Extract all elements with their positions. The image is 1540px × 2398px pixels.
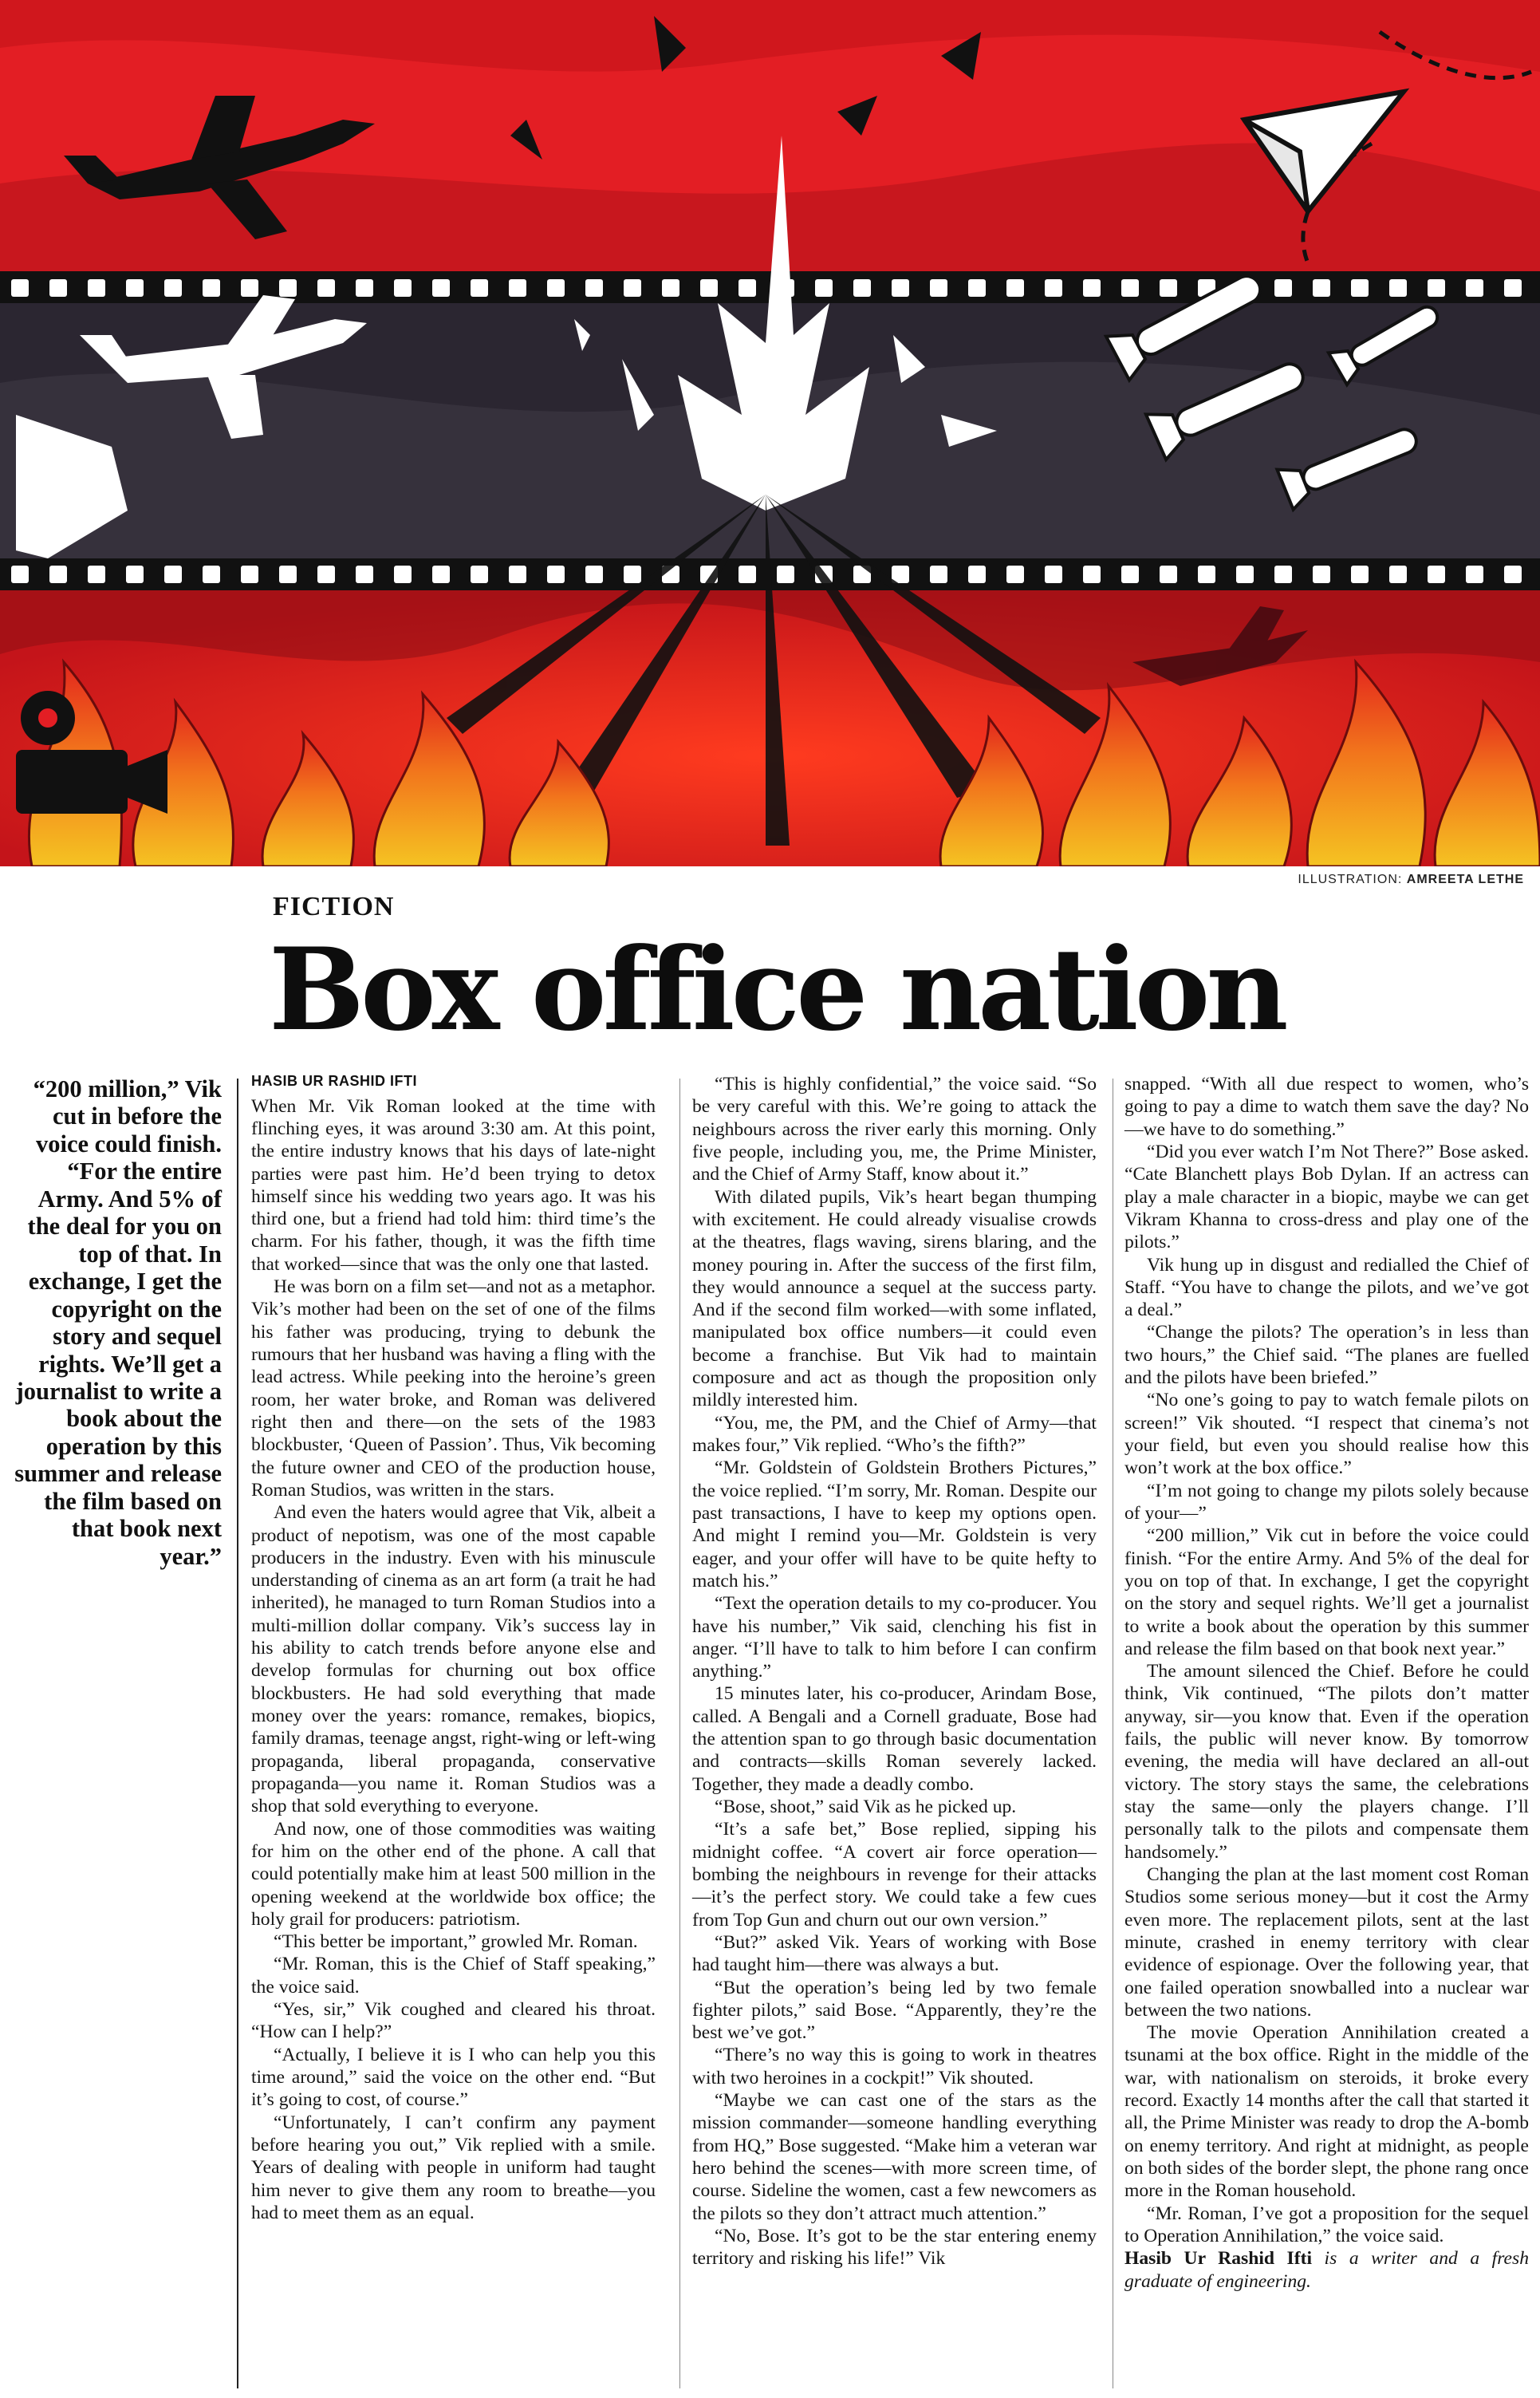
paragraph: 15 minutes later, his co-producer, Arindam Bose, called. A Bengali and a Cornell graduate, Bose had the attention span to go through basic documentation and contracts—skills Roman severely lacked. Together, they made a deadly combo. bbox=[692, 1683, 1097, 1795]
credit-prefix: ILLUSTRATION: bbox=[1298, 873, 1403, 886]
paragraph: “Unfortunately, I can’t confirm any payment before hearing you out,” Vik replied with a smile. Years of dealing with people in uniform had taught him never to give them any room to breathe—you had to meet them as an equal. bbox=[251, 2112, 656, 2223]
paragraph: “Change the pilots? The operation’s in less than two hours,” the Chief said. “The planes are fuelled and the pilots have been briefed.” bbox=[1124, 1322, 1529, 1389]
paragraph: “It’s a safe bet,” Bose replied, sipping his midnight coffee. “A covert air force operation—bombing the neighbours in revenge for their attacks—it’s the perfect story. We could take a few cues from Top Gun and churn out our own version.” bbox=[692, 1819, 1097, 1931]
paragraph: “Mr. Roman, this is the Chief of Staff speaking,” the voice said. bbox=[251, 1954, 656, 1998]
paragraph: “This better be important,” growled Mr. Roman. bbox=[274, 1931, 638, 1953]
byline: HASIB UR RASHID IFTI bbox=[251, 1073, 417, 1089]
author-name: Hasib Ur Rashid Ifti bbox=[1124, 2248, 1312, 2270]
illustration-credit bbox=[1298, 873, 1524, 887]
article-column-3 bbox=[1124, 1073, 1529, 2293]
author-bio-text: is a writer and a fresh graduate of engineering. bbox=[1124, 2248, 1529, 2292]
illustration-art bbox=[0, 0, 1540, 866]
paragraph: “Actually, I believe it is I who can help you this time around,” said the voice on the other end. “But it’s going to cost, of course.” bbox=[251, 2044, 656, 2111]
paragraph: The movie Operation Annihilation created a tsunami at the box office. Right in the middle of the war, with nationalism on steroids, it broke every record. Exactly 14 months after the call that started it all, the Prime Minister was ready to drop the A-bomb on enemy territory. And right at midnight, as people on both sides of the border slept, the phone rang once more in the Roman household. bbox=[1124, 2022, 1529, 2202]
paragraph: “No one’s going to pay to watch female pilots on screen!” Vik shouted. “I respect that cinema’s not your field, but even you should realise how this won’t work at the box office.” bbox=[1124, 1390, 1529, 1479]
section-kicker: FICTION bbox=[273, 892, 395, 921]
paragraph: snapped. “With all due respect to women, who’s going to pay a dime to watch them save the day? No—we have to do something.” bbox=[1124, 1074, 1529, 1140]
paragraph: “No, Bose. It’s got to be the star entering enemy territory and risking his life!” Vik bbox=[692, 2225, 1097, 2270]
credit-name: AMREETA LETHE bbox=[1406, 873, 1524, 886]
paragraph: “Mr. Roman, I’ve got a proposition for the sequel to Operation Annihilation,” the voice said. bbox=[1124, 2203, 1529, 2246]
pull-quote-divider bbox=[237, 1079, 238, 2388]
paragraph: “But?” asked Vik. Years of working with Bose had taught him—there was always a but. bbox=[692, 1931, 1097, 1976]
paragraph: “There’s no way this is going to work in theatres with two heroines in a cockpit!” Vik shouted. bbox=[692, 2045, 1097, 2088]
pull-quote: “200 million,” Vik cut in before the voice could finish. “For the entire Army. And 5% of the deal for you on top of that. In exchange, I get the copyright on the story and sequel rights. We’ll get a journalist to write a book about the operation by this summer and release the film based on that book next year.” bbox=[14, 1075, 222, 1570]
paragraph: With dilated pupils, Vik’s heart began thumping with excitement. He could already visualise crowds at the theatres, flags waving, sirens blaring, and the money pouring in. After the success of the first film, they would announce a sequel at the success party. And if the second film worked—with some inflated, manipulated box office numbers—it could even become a franchise. But Vik had to maintain composure and act as though the proposition only mildly interested him. bbox=[692, 1186, 1097, 1411]
paragraph: “I’m not going to change my pilots solely because of your—” bbox=[1124, 1480, 1529, 1524]
paragraph: “Yes, sir,” Vik coughed and cleared his throat. “How can I help?” bbox=[251, 1999, 656, 2043]
paragraph: And now, one of those commodities was waiting for him on the other end of the phone. A call that could potentially make him at least 500 million in the opening weekend at the worldwide box office; the holy grail for producers: patriotism. bbox=[251, 1818, 656, 1930]
author-bio bbox=[1124, 2247, 1529, 2293]
paragraph: The amount silenced the Chief. Before he could think, Vik continued, “The pilots don’t matter anyway, sir—you know that. Even if the operation fails, the public will never know. By tomorrow evening, the media will have declared an all-out victory. The story stays the same, the celebrations stay the same—only the players change. I’ll personally talk to the pilots and compensate them handsomely.” bbox=[1124, 1661, 1529, 1863]
cover-illustration bbox=[0, 0, 1540, 866]
paragraph: “But the operation’s being led by two female fighter pilots,” said Bose. “Apparently, they’re the best we’ve got.” bbox=[692, 1977, 1097, 2044]
paragraph: “200 million,” Vik cut in before the voice could finish. “For the entire Army. And 5% of the deal for you on top of that. In exchange, I get the copyright on the story and sequel rights. We’ll get a journalist to write a book about the operation by this summer and release the film based on that book next year.” bbox=[1124, 1525, 1529, 1659]
paragraph: When Mr. Vik Roman looked at the time with flinching eyes, it was around 3:30 am. At this point, the entire industry knows that his days of late-night parties were past him. He’d been trying to detox himself since his wedding two years ago. It was his third one, but a friend had told him: third time’s the charm. For his father, though, it was the fifth time that worked—since that was the only one that lasted. bbox=[251, 1095, 656, 1275]
paragraph: “Did you ever watch I’m Not There?” Bose asked. “Cate Blanchett plays Bob Dylan. If an actress can play a male character in a biopic, maybe we can get Vikram Khanna to cross-dress and play one of the pilots.” bbox=[1124, 1141, 1529, 1253]
paragraph: He was born on a film set—and not as a metaphor. Vik’s mother had been on the set of one of the films his father was producing, trying to debunk the rumours that her husband was having a fling with the lead actress. While peeking into the heroine’s green room, her water broke, and Roman was delivered right then and there—on the sets of the 1983 blockbuster, ‘Queen of Passion’. Thus, Vik becoming the future owner and CEO of the production house, Roman Studios, was written in the stars. bbox=[251, 1276, 656, 1501]
paragraph: “Maybe we can cast one of the stars as the mission commander—someone handling everything from HQ,” Bose suggested. “Make him a veteran war hero behind the scenes—with more screen time, of course. Sideline the women, cast a few newcomers as the pilots so they don’t attract much attention.” bbox=[692, 2090, 1097, 2224]
paragraph: “You, me, the PM, and the Chief of Army—that makes four,” Vik replied. “Who’s the fifth?” bbox=[692, 1412, 1097, 1456]
headline: Box office nation bbox=[269, 924, 1285, 1056]
paragraph: “Text the operation details to my co-producer. You have his number,” Vik said, clenching his fist in anger. “I’ll have to talk to him before I can confirm anything.” bbox=[692, 1593, 1097, 1682]
article-column-2 bbox=[692, 1073, 1097, 2270]
column-divider bbox=[679, 1079, 680, 2388]
paragraph: “Bose, shoot,” said Vik as he picked up. bbox=[715, 1797, 1017, 1817]
paragraph: “This is highly confidential,” the voice said. “So be very careful with this. We’re going to attack the neighbours across the river early this morning. Only five people, including you, me, the Prime Minister, and the Chief of Army Staff, know about it.” bbox=[692, 1074, 1097, 1185]
paragraph: And even the haters would agree that Vik, albeit a product of nepotism, was one of the most capable producers in the industry. Even with his minuscule understanding of cinema as an art form (a trait he had inherited), he managed to turn Roman Studios into a multi-million dollar company. Vik’s success lay in his ability to catch trends before anyone else and develop formulas for churning out box office blockbusters. He had sold everything that made money over the years: romance, remakes, biopics, family dramas, teenage angst, right-wing or left-wing propaganda, liberal propaganda, conservative propaganda—you name it. Roman Studios was a shop that sold everything to everyone. bbox=[251, 1502, 656, 1817]
article-column-1 bbox=[251, 1073, 656, 2224]
paragraph: “Mr. Goldstein of Goldstein Brothers Pictures,” the voice replied. “I’m sorry, Mr. Roman. Despite our past transactions, I have to keep my options open. And might I remind you—Mr. Goldstein is very eager, and your offer will have to be quite hefty to match his.” bbox=[692, 1457, 1097, 1591]
paragraph: Vik hung up in disgust and redialled the Chief of Staff. “You have to change the pilots, and we’ve got a deal.” bbox=[1124, 1254, 1529, 1321]
paragraph: Changing the plan at the last moment cost Roman Studios some serious money—but it cost the Army even more. The replacement pilots, sent at the last minute, crashed in enemy territory with clear evidence of espionage. Over the following year, that one failed operation snowballed into a nuclear war between the two nations. bbox=[1124, 1864, 1529, 2021]
